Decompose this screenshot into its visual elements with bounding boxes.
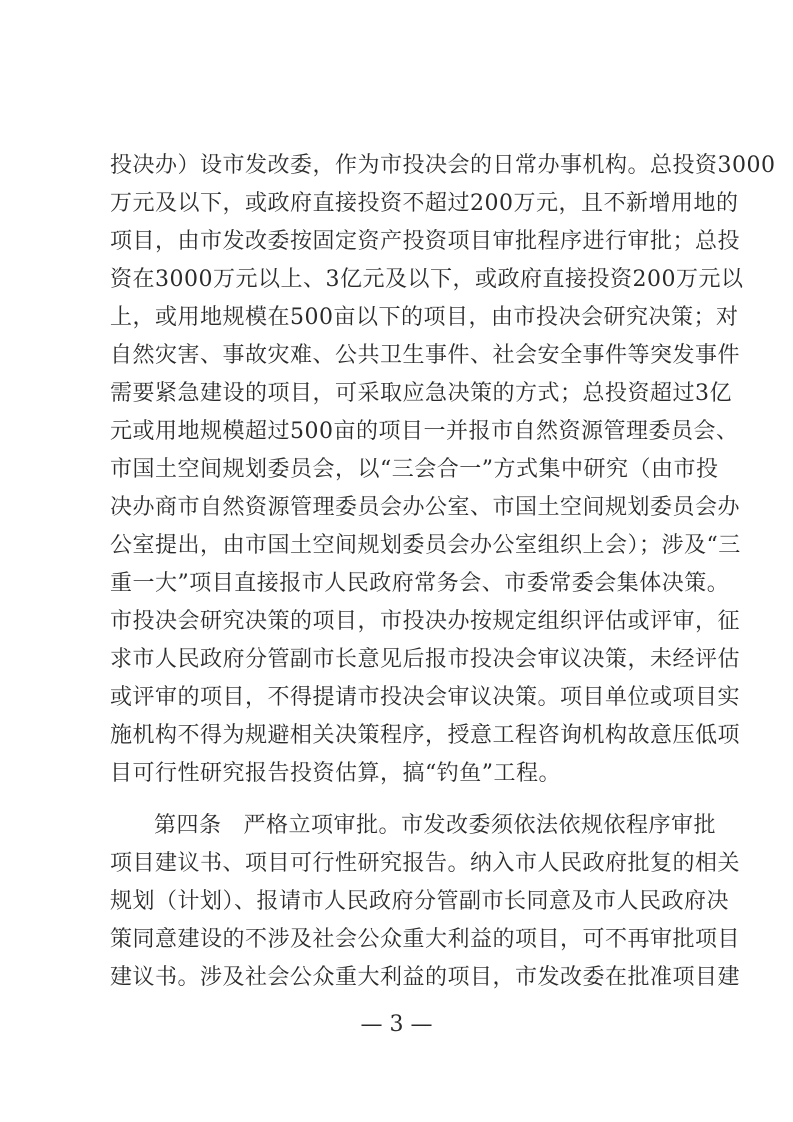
page-number: — 3 — xyxy=(360,1012,433,1037)
body-line: 或评审的项目，不得提请市投决会审议决策。项目单位或项目实 xyxy=(110,685,741,710)
article-line: 项目建议书、项目可行性研究报告。纳入市人民政府批复的相关 xyxy=(110,851,741,876)
article-number: 第四条 xyxy=(154,813,222,838)
article-line: 建议书。涉及社会公众重大利益的项目，市发改委在批准项目建 xyxy=(110,965,741,990)
body-line: 重一大”项目直接报市人民政府常务会、市委常委会集体决策。 xyxy=(110,571,730,596)
article-heading-line xyxy=(154,808,717,844)
body-line: 市国土空间规划委员会，以“三会合一”方式集中研究（由市投 xyxy=(110,457,719,482)
body-line: 投决办）设市发改委，作为市投决会的日常办事机构。总投资3000 xyxy=(110,153,776,178)
article-line: 策同意建设的不涉及社会公众重大利益的项目，可不再审批项目 xyxy=(110,927,741,952)
body-line: 万元及以下，或政府直接投资不超过200万元，且不新增用地的 xyxy=(110,191,739,216)
article-line: 规划（计划）、报请市人民政府分管副市长同意及市人民政府决 xyxy=(110,889,730,914)
body-line: 市投决会研究决策的项目，市投决办按规定组织评估或评审，征 xyxy=(110,609,741,634)
body-line: 施机构不得为规避相关决策程序，授意工程咨询机构故意压低项 xyxy=(110,723,741,748)
body-line: 上，或用地规模在500亩以下的项目，由市投决会研究决策；对 xyxy=(110,305,739,330)
article-title: 严格立项审批。市发改委须依法依规依程序审批 xyxy=(243,813,717,838)
body-line: 自然灾害、事故灾难、公共卫生事件、社会安全事件等突发事件 xyxy=(110,343,741,368)
body-line: 项目，由市发改委按固定资产投资项目审批程序进行审批；总投 xyxy=(110,229,741,254)
body-line: 决办商市自然资源管理委员会办公室、市国土空间规划委员会办 xyxy=(110,495,741,520)
body-line: 资在3000万元以上、3亿元及以下，或政府直接投资200万元以 xyxy=(110,267,744,292)
body-line: 公室提出，由市国土空间规划委员会办公室组织上会）；涉及“三 xyxy=(110,533,741,558)
body-line: 需要紧急建设的项目，可采取应急决策的方式；总投资超过3亿 xyxy=(110,381,732,406)
body-line: 元或用地规模超过500亩的项目一并报市自然资源管理委员会、 xyxy=(110,419,739,444)
body-line: 求市人民政府分管副市长意见后报市投决会审议决策，未经评估 xyxy=(110,647,741,672)
body-line: 目可行性研究报告投资估算，搞“钓鱼”工程。 xyxy=(110,761,561,786)
